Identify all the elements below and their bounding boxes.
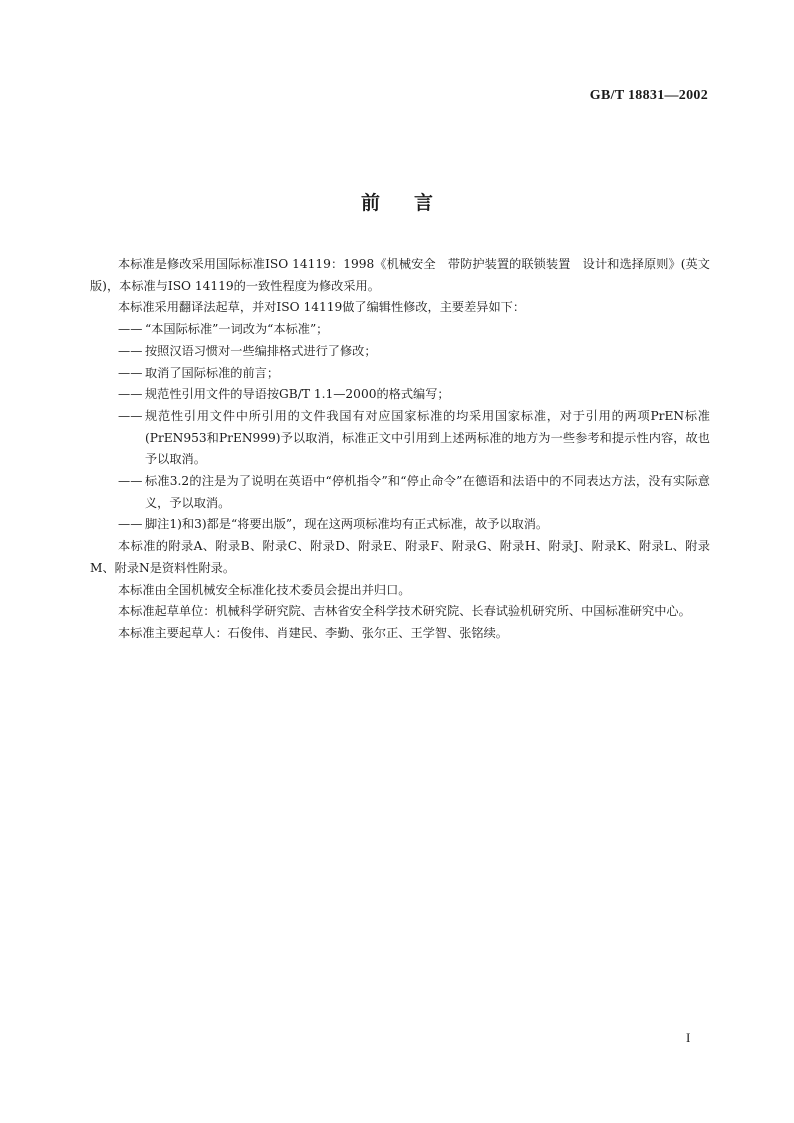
paragraph-annexes: 本标准的附录A、附录B、附录C、附录D、附录E、附录F、附录G、附录H、附录J、附录K、附录L、附录M、附录N是资料性附录。 bbox=[90, 539, 710, 575]
difference-item bbox=[90, 319, 710, 341]
difference-item bbox=[90, 341, 710, 363]
dash-mark: —— bbox=[118, 517, 143, 532]
dash-mark: —— bbox=[118, 474, 143, 489]
difference-item bbox=[90, 514, 710, 536]
dash-mark: —— bbox=[118, 343, 143, 358]
difference-text: 标准3.2的注是为了说明在英语中“停机指令”和“停止命令”在德语和法语中的不同表达方法，没有实际意义，予以取消。 bbox=[145, 474, 710, 510]
dash-mark: —— bbox=[118, 365, 143, 380]
page-title: 前言 bbox=[360, 192, 467, 214]
standard-code: GB/T 18831—2002 bbox=[589, 88, 708, 103]
difference-item bbox=[90, 384, 710, 406]
difference-item bbox=[90, 363, 710, 385]
dash-mark: —— bbox=[118, 408, 143, 423]
paragraph-proposer: 本标准由全国机械安全标准化技术委员会提出并归口。 bbox=[118, 582, 411, 597]
difference-text: “本国际标准”一词改为“本标准”； bbox=[145, 322, 329, 337]
difference-text: 规范性引用文件中所引用的文件我国有对应国家标准的均采用国家标准，对于引用的两项PrEN标准(PrEN953和PrEN999)予以取消，标准正文中引用到上述两标准的地方为一些参考和提示性内容，故也予以取消。 bbox=[145, 408, 710, 467]
difference-text: 按照汉语习惯对一些编排格式进行了修改； bbox=[145, 343, 377, 358]
document-body bbox=[90, 254, 710, 645]
dash-mark: —— bbox=[118, 387, 143, 402]
difference-text: 取消了国际标准的前言； bbox=[145, 365, 280, 380]
dash-mark: —— bbox=[118, 322, 143, 337]
difference-text: 脚注1)和3)都是“将要出版”，现在这两项标准均有正式标准，故予以取消。 bbox=[145, 517, 549, 532]
paragraph-drafters: 本标准主要起草人：石俊伟、肖建民、李勤、张尔正、王学智、张铭续。 bbox=[118, 625, 508, 640]
paragraph-drafting-units: 本标准起草单位：机械科学研究院、吉林省安全科学技术研究院、长春试验机研究所、中国标准研究中心。 bbox=[118, 604, 691, 619]
difference-item bbox=[90, 406, 710, 471]
difference-item bbox=[90, 471, 710, 514]
page-number: I bbox=[686, 1030, 691, 1045]
paragraph-drafting-method: 本标准采用翻译法起草，并对ISO 14119做了编辑性修改，主要差异如下： bbox=[118, 300, 526, 315]
difference-text: 规范性引用文件的导语按GB/T 1.1—2000的格式编写； bbox=[145, 387, 450, 402]
paragraph-adoption: 本标准是修改采用国际标准ISO 14119：1998《机械安全 带防护装置的联锁装置 设计和选择原则》(英文版)，本标准与ISO 14119的一致性程度为修改采用。 bbox=[90, 257, 710, 293]
